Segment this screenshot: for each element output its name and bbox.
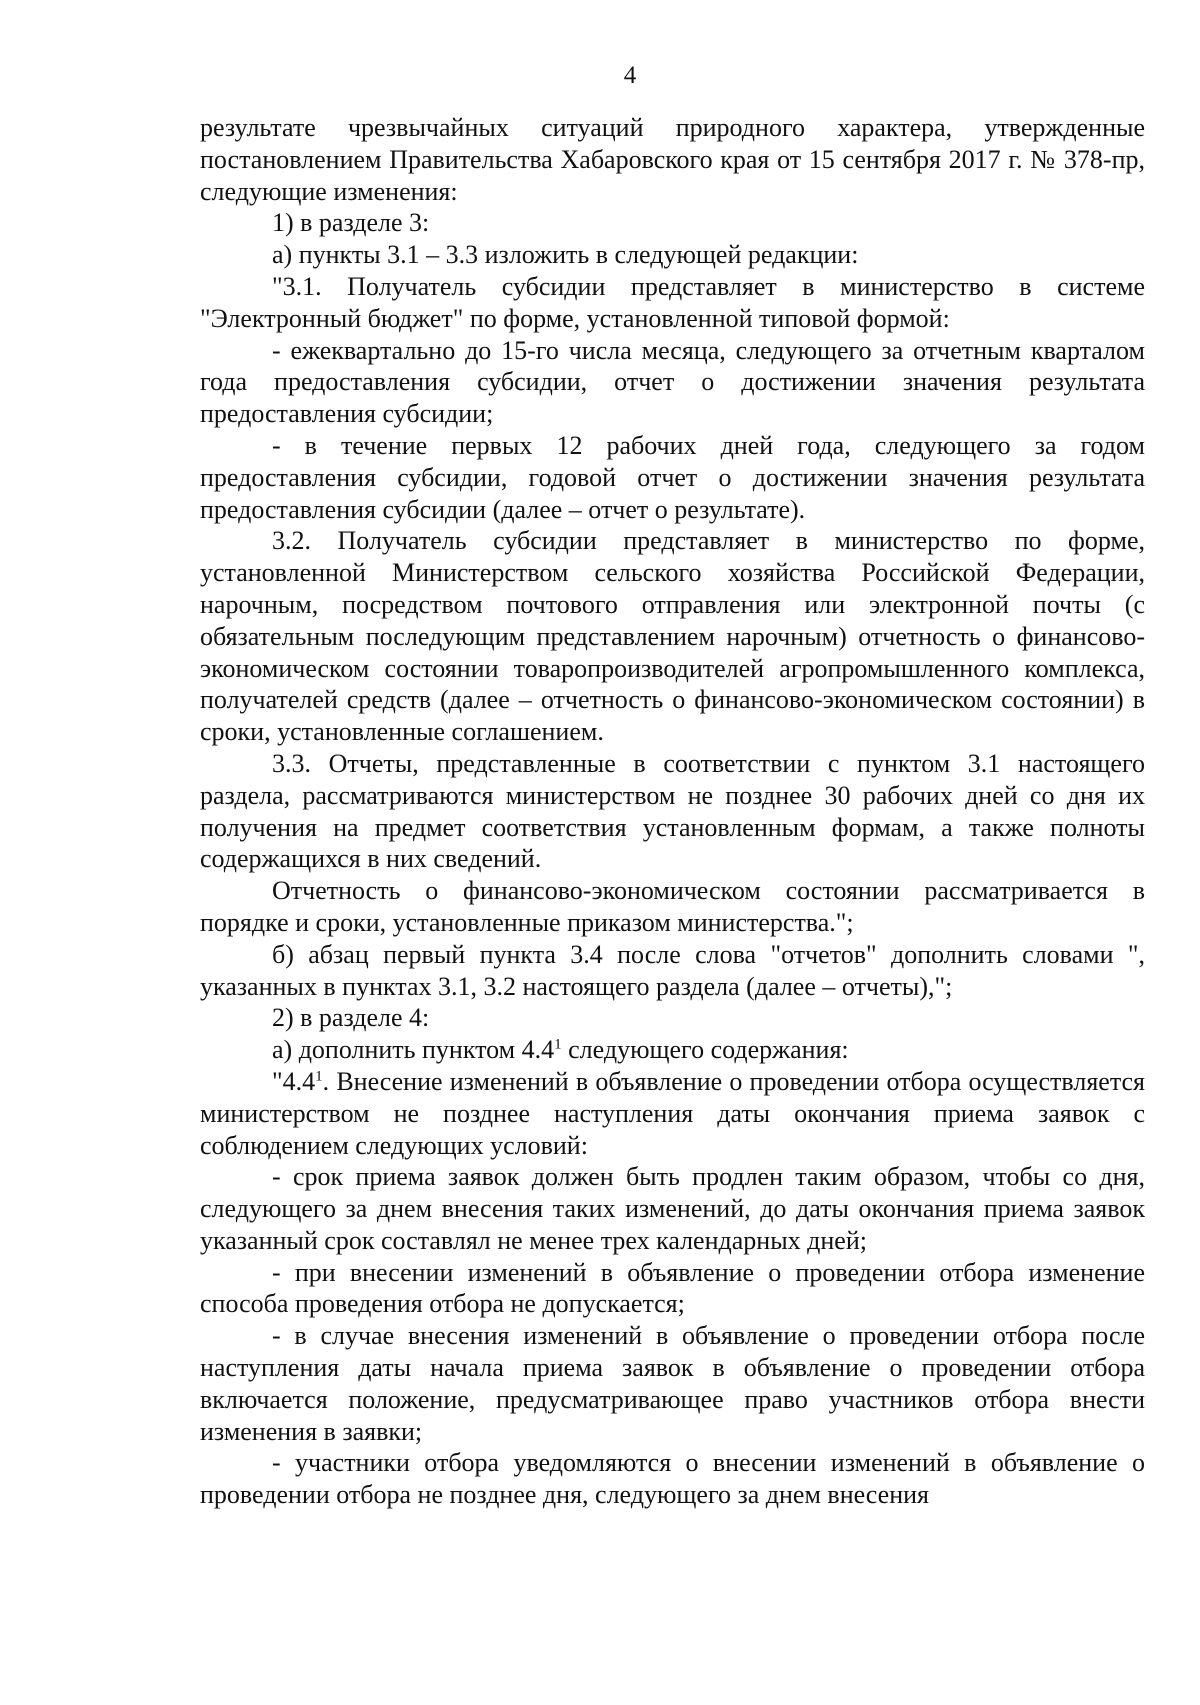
paragraph-add-4-4-1 xyxy=(200,1034,1145,1066)
paragraph-item-b: б) абзац первый пункта 3.4 после слова "отчетов" дополнить словами ", указанных в пунктах 3.1, 3.2 настоящего раздела (далее – отчеты),"; xyxy=(200,939,1145,1001)
paragraph-quarterly: - ежеквартально до 15-го числа месяца, следующего за отчетным кварталом года предоставления субсидии, отчет о достижении значения результата предоставления субсидии; xyxy=(200,335,1145,429)
paragraph-3-1: "3.1. Получатель субсидии представляет в министерство в системе "Электронный бюджет" по форме, установленной типовой формой: xyxy=(200,271,1145,333)
paragraph-intro: результате чрезвычайных ситуаций природного характера, утвержденные постановлением Правительства Хабаровского края от 15 сентября 2017 г. № 378-пр, следующие изменения: xyxy=(200,113,1145,206)
page-number: 4 xyxy=(623,62,637,89)
paragraph-4-4-1-text: "4.4 xyxy=(272,1066,316,1096)
paragraph-item-a: а) пункты 3.1 – 3.3 изложить в следующей редакции: xyxy=(272,240,859,270)
paragraph-section-3: 1) в разделе 3: xyxy=(272,208,430,238)
paragraph-section-4: 2) в разделе 4: xyxy=(272,1003,430,1033)
paragraph-method: - при внесении изменений в объявление о проведении отбора изменение способа проведения отбора не допускается; xyxy=(200,1257,1145,1319)
document-body xyxy=(200,112,1145,1511)
paragraph-3-3: 3.3. Отчеты, представленные в соответствии с пунктом 3.1 настоящего раздела, рассматриваются министерством не позднее 30 рабочих дней со дня их получения на предмет соответствия установленным формам, а также полноты содержащихся в них сведений. xyxy=(200,748,1145,874)
paragraph-annual: - в течение первых 12 рабочих дней года, следующего за годом предоставления субсидии, годовой отчет о достижении значения результата предоставления субсидии (далее – отчет о результате). xyxy=(200,430,1145,524)
paragraph-add-4-4-1-text: а) дополнить пунктом 4.4 xyxy=(272,1035,555,1065)
paragraph-3-2: 3.2. Получатель субсидии представляет в министерство по форме, установленной Министерством сельского хозяйства Российской Федерации, нарочным, посредством почтового отправления или электронной почты (с обязательным последующим представлением нарочным) отчетность о финансово-экономическом состоянии товаропроизводителей агропромышленного комплекса, получателей средств (далее – отчетность о финансово-экономическом состоянии) в сроки, установленные соглашением. xyxy=(200,526,1145,747)
paragraph-4-4-1-after: . Внесение изменений в объявление о проведении отбора осуществляется министерством не позднее наступления даты окончания приема заявок с соблюдением следующих условий: xyxy=(200,1066,1145,1160)
paragraph-4-4-1 xyxy=(200,1066,1145,1161)
paragraph-changes: - в случае внесения изменений в объявление о проведении отбора после наступления даты начала приема заявок в объявление о проведении отбора включается положение, предусматривающее право участников отбора внести изменения в заявки; xyxy=(200,1321,1145,1446)
paragraph-reporting: Отчетность о финансово-экономическом состоянии рассматривается в порядке и сроки, установленные приказом министерства."; xyxy=(200,876,1145,937)
paragraph-add-4-4-1-after: следующего содержания: xyxy=(561,1035,849,1065)
paragraph-notify: - участники отбора уведомляются о внесении изменений в объявление о проведении отбора не позднее дня, следующего за днем внесения xyxy=(200,1448,1145,1510)
paragraph-deadline: - срок приема заявок должен быть продлен таким образом, чтобы со дня, следующего за днем внесения таких изменений, до даты окончания приема заявок указанный срок составлял не менее трех календарных дней; xyxy=(200,1162,1145,1255)
superscript: 1 xyxy=(554,1036,562,1053)
superscript: 1 xyxy=(315,1068,323,1085)
